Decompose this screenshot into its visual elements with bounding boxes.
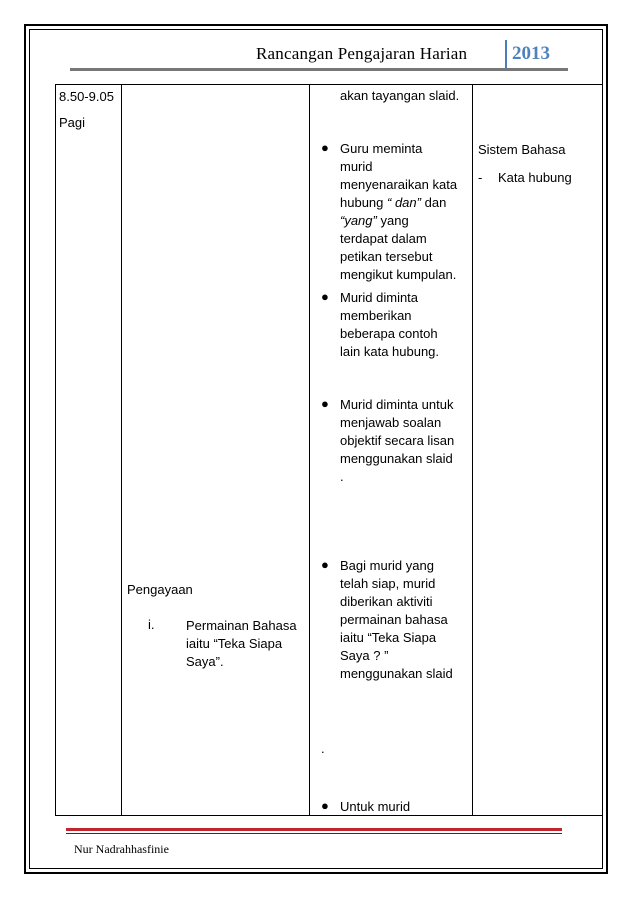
- activity-bullet-5: Untuk murid: [340, 799, 411, 814]
- time-text: 8.50-9.05: [59, 89, 114, 104]
- header-rule: [70, 68, 568, 71]
- session-text: Pagi: [59, 115, 86, 130]
- bullet-icon: ●: [321, 140, 329, 155]
- activities-cell: [310, 85, 473, 816]
- activity-bullet-3: Murid diminta untuk menjawab soalan objektif secara lisan menggunakan slaid .: [340, 397, 455, 484]
- header-year: 2013: [512, 43, 550, 64]
- bullet-icon: ●: [321, 396, 329, 411]
- notes-cell: [473, 85, 603, 816]
- footer-rule: [66, 828, 562, 831]
- content-cell: [122, 85, 310, 816]
- enrichment-item-text: Permainan Bahasa iaitu “Teka Siapa Saya”.: [186, 618, 297, 669]
- activity-continuation: akan tayangan slaid.: [340, 88, 460, 103]
- bullet-1-text-b: dan: [424, 195, 447, 210]
- bullet-1-dan: “ dan”: [387, 195, 421, 210]
- bullet-1-yang: “yang”: [340, 213, 377, 228]
- lesson-plan-table: [55, 84, 603, 816]
- notes-item: Kata hubung: [498, 170, 572, 185]
- footer-author: Nur Nadrahhasfinie: [74, 842, 169, 856]
- footer-rule-thin: [66, 833, 562, 834]
- activity-bullet-2: Murid diminta memberikan beberapa contoh lain kata hubung.: [340, 290, 440, 359]
- activity-bullet-1: [340, 140, 458, 284]
- bullet-icon: ●: [321, 289, 329, 304]
- header-divider: [505, 40, 507, 70]
- notes-dash: -: [478, 170, 483, 185]
- stray-mark: .: [321, 741, 325, 756]
- bullet-icon: ●: [321, 557, 329, 572]
- header-title: Rancangan Pengajaran Harian: [256, 44, 468, 63]
- bullet-1-text-a: Guru meminta murid menyenaraikan kata hubung: [340, 141, 458, 210]
- bullet-1-text-c: yang terdapat dalam petikan tersebut mengikut kumpulan.: [340, 213, 457, 282]
- bullet-icon: ●: [321, 798, 329, 813]
- notes-heading: Sistem Bahasa: [478, 142, 566, 157]
- time-cell: [56, 85, 122, 816]
- enrichment-heading: Pengayaan: [127, 582, 193, 597]
- enrichment-item-number: i.: [148, 617, 155, 632]
- activity-bullet-4: Bagi murid yang telah siap, murid diberikan aktiviti permainan bahasa iaitu “Teka Siapa Saya ? ” menggunakan slaid: [340, 558, 453, 681]
